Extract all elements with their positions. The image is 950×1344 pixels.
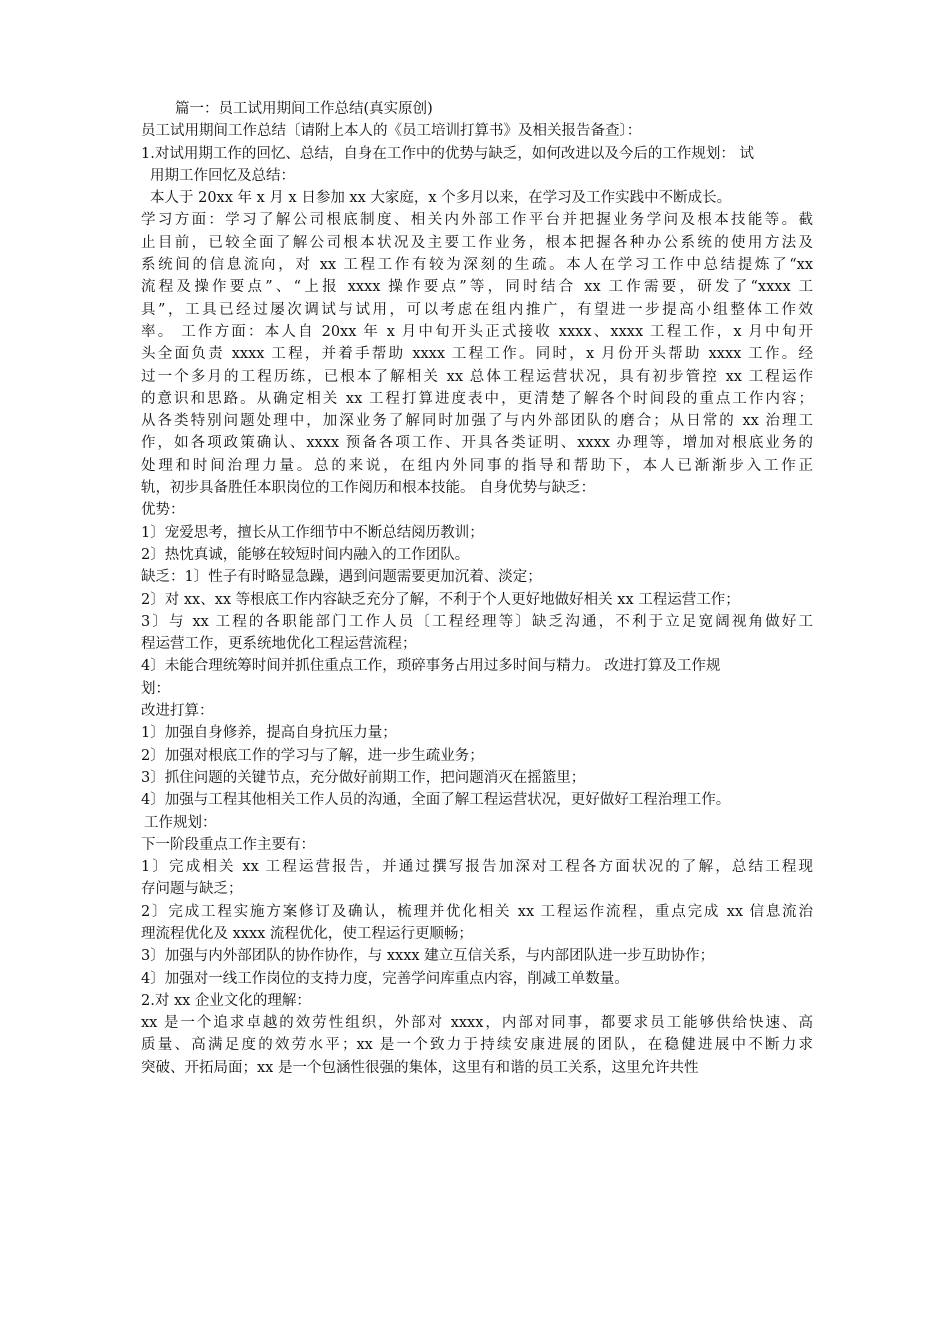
text-line: 2〕完成工程实施方案修订及确认，梳理并优化相关 xx 工程运作流程，重点完成 xx 信息流治 [141, 903, 813, 920]
text-line: 4〕加强与工程其他相关工作人员的沟通，全面了解工程运营状况，更好做好工程治理工作。 [141, 792, 731, 809]
text-line: 4〕未能合理统筹时间并抓住重点工作，琐碎事务占用过多时间与精力。 改进打算及工作规 [141, 658, 721, 675]
text-line: 过一个多月的工程历练，已根本了解相关 xx 总体工程运营状况，具有初步管控 xx 工程运作 [141, 368, 813, 385]
text-line: 作，如各项政策确认、xxxx 预备各项工作、开具各类证明、xxxx 办理等，增加对根底业务的 [141, 435, 813, 452]
text-line: 流程及操作要点”、“上报 xxxx 操作要点”等，同时结合 xx 工作需要，研发了“xxxx 工 [141, 279, 813, 296]
text-line: 头全面负责 xxxx 工程，并着手帮助 xxxx 工程工作。同时，x 月份开头帮助 xxxx 工作。经 [141, 346, 813, 363]
text-line: 率。 工作方面：本人自 20xx 年 x 月中旬开头正式接收 xxxx、xxxx 工程工作，x 月中旬开 [141, 323, 813, 340]
text-line: 的意识和思路。从确定相关 xx 工程打算进度表中，更清楚了解各个时间段的重点工作内容； [141, 390, 813, 407]
document-page [141, 98, 813, 1079]
text-line: 3〕与 xx 工程的各职能部门工作人员〔工程经理等〕缺乏沟通，不利于立足宽阔视角做好工 [141, 613, 813, 630]
text-line: 止目前，已较全面了解公司根本状况及主要工作业务，根本把握各种办公系统的使用方法及 [141, 234, 813, 251]
text-line: 4〕加强对一线工作岗位的支持力度，完善学问库重点内容，削减工单数量。 [141, 970, 629, 987]
text-line: 优势： [141, 502, 185, 519]
text-line: 用期工作回忆及总结： [150, 167, 295, 184]
text-line: 1〕宠爱思考，擅长从工作细节中不断总结阅历教训； [141, 524, 484, 541]
text-line: 工作规划： [144, 814, 217, 831]
text-line: 处理和时间治理力量。总的来说，在组内外同事的指导和帮助下，本人已渐渐步入工作正 [141, 457, 813, 474]
text-line: 系统间的信息流向，对 xx 工程工作有较为深刻的生疏。本人在学习工作中总结提炼了“xx [141, 257, 813, 274]
text-line: 质量、高满足度的效劳水平；xx 是一个致力于持续安康进展的团队，在稳健进展中不断力求 [141, 1037, 813, 1054]
text-line: 缺乏：1〕性子有时略显急躁，遇到问题需要更加沉着、淡定； [141, 569, 542, 586]
text-line: 具”，工具已经过屡次调试与试用，可以考虑在组内推广，有望进一步提高小组整体工作效 [141, 301, 813, 318]
document-title: 篇一：员工试用期间工作总结(真实原创) [175, 101, 433, 117]
text-line: 从各类特别问题处理中，加深业务了解同时加强了与内外部团队的磨合；从日常的 xx 治理工 [141, 413, 813, 430]
text-line: 2.对 xx 企业文化的理解： [141, 992, 311, 1009]
text-line: 下一阶段重点工作主要有： [141, 836, 315, 853]
text-line: 2〕加强对根底工作的学习与了解，进一步生疏业务； [141, 747, 484, 764]
text-line: 理流程优化及 xxxx 流程优化，使工程运行更顺畅； [141, 925, 473, 942]
text-line: 存问题与缺乏； [141, 881, 243, 898]
text-line: 2〕热忱真诚，能够在较短时间内融入的工作团队。 [141, 546, 470, 563]
text-line: 3〕抓住问题的关键节点，充分做好前期工作，把问题消灭在摇篮里； [141, 769, 586, 786]
text-line: 轨，初步具备胜任本职岗位的工作阅历和根本技能。 自身优势与缺乏： [141, 480, 596, 497]
text-line: 1〕加强自身修养，提高自身抗压力量； [141, 725, 397, 742]
text-line: 3〕加强与内外部团队的协作协作，与 xxxx 建立互信关系，与内部团队进一步互助协作； [141, 948, 715, 965]
text-line: 程运营工作，更系统地优化工程运营流程； [141, 636, 417, 653]
text-line: 学习方面：学习了解公司根底制度、相关内外部工作平台并把握业务学问及根本技能等。截 [141, 212, 813, 229]
text-line: 1.对试用期工作的回忆、总结，自身在工作中的优势与缺乏，如何改进以及今后的工作规划： 试 [141, 145, 754, 162]
text-line: 员工试用期间工作总结〔请附上本人的《员工培训打算书》及相关报告备查〕： [141, 123, 642, 140]
text-line: 划： [141, 680, 170, 697]
text-line: 改进打算： [141, 703, 214, 720]
text-line: 突破、开拓局面；xx 是一个包涵性很强的集体，这里有和谐的员工关系，这里允许共性 [141, 1059, 699, 1076]
text-line: xx 是一个追求卓越的效劳性组织，外部对 xxxx，内部对同事，都要求员工能够供给快速、高 [141, 1015, 813, 1032]
text-line: 本人于 20xx 年 x 月 x 日参加 xx 大家庭，x 个多月以来，在学习及工作实践中不断成长。 [150, 190, 732, 207]
text-line: 2〕对 xx、xx 等根底工作内容缺乏充分了解，不利于个人更好地做好相关 xx 工程运营工作； [141, 591, 740, 608]
text-line: 1〕完成相关 xx 工程运营报告，并通过撰写报告加深对工程各方面状况的了解，总结工程现 [141, 859, 813, 876]
